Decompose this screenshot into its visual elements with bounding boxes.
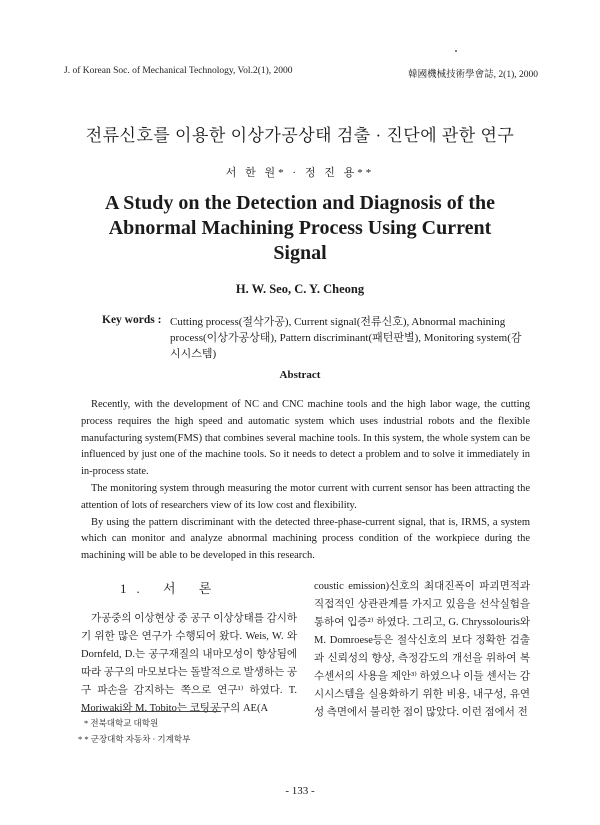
intro-left-column: 가공중의 이상현상 중 공구 이상상태를 감시하기 위한 많은 연구가 수행되어 왔다. Weis, W. 와 Dornfeld, D.는 공구재질의 내마모성이 향상됨에 따라 공구의 마모보다는 돌발적으로 발생하는 공구 파손을 감지하는 쪽으로 연구¹⁾ 하였다. T. Moriwaki와 M. Tobito는 코팅공구의 AE(A [81, 613, 297, 714]
english-authors: H. W. Seo, C. Y. Cheong [235, 282, 365, 296]
english-title-text: A Study on the Detection and Diagnosis of the Abnormal Machining Process Using Current Signal [104, 192, 496, 264]
journal-header-korean: 韓國機械技術學會誌, 2(1), 2000 [408, 70, 538, 80]
keywords-label: Key words : [102, 314, 162, 326]
intro-right-column: coustic emission)신호의 최대진폭이 파괴면적과 직접적인 상관관계를 가지고 있음을 선삭실험을 통하여 입증²⁾ 하였다. 그리고, G. Chryssolouris와 M. Domroese등은 절삭신호의 보다 정확한 검출과 신뢰성의 향상, 측정감도의 개선을 위하여 복수센서의 사용을 제안³⁾ 하였으나 이들 센서는 감시시스템을 실용화하기 위한 비용, 내구성, 유연성 측면에서 불리한 점이 많았다. 이런 점에서 전 [314, 581, 530, 718]
footnote-affiliation-1: * 전북대학교 대학원 [84, 718, 159, 728]
abstract-paragraph-3: By using the pattern discriminant with the detected three-phase-current signal, that is, IRMS, a system which can monitor and analyze abnormal machining process condition of the workpiece during the machining will be able to be developed in this research. [81, 516, 530, 562]
journal-header-english: J. of Korean Soc. of Mechanical Technology, Vol.2(1), 2000 [64, 66, 293, 76]
page-number: - 133 - [285, 785, 315, 797]
abstract-paragraph-1: Recently, with the development of NC and CNC machine tools and the high labor wage, the cutting process requires the high speed and automatic system which uses industrial robots and the flexible manufacturing system(FMS) that combines several machine tools. In this system, the whole system can be influenced by just one of the machine tools. So it needs to detect a problem and to solve it immediately in in-process state. [81, 399, 530, 478]
page-speck [455, 50, 457, 52]
footnote-divider [81, 711, 221, 712]
keywords-text: Cutting process(절삭가공), Current signal(전류신호), Abnormal machining process(이상가공상태), Pattern discriminant(패턴판별), Monitoring system(감시시스템) [170, 316, 522, 360]
abstract-body [81, 397, 530, 565]
section-heading-introduction: 1. 서 론 [120, 581, 222, 596]
english-title [0, 191, 600, 266]
footnote-affiliation-2: * * 군장대학 자동차 · 기계학부 [78, 734, 191, 744]
abstract-heading: Abstract [279, 369, 321, 381]
korean-title: 전류신호를 이용한 이상가공상태 검출 · 진단에 관한 연구 [85, 126, 515, 145]
korean-authors: 서 한 원* · 정 진 용** [225, 167, 375, 179]
abstract-paragraph-2: The monitoring system through measuring the motor current with current sensor has been attracting the attention of lots of researchers view of its low cost and flexibility. [81, 482, 530, 511]
